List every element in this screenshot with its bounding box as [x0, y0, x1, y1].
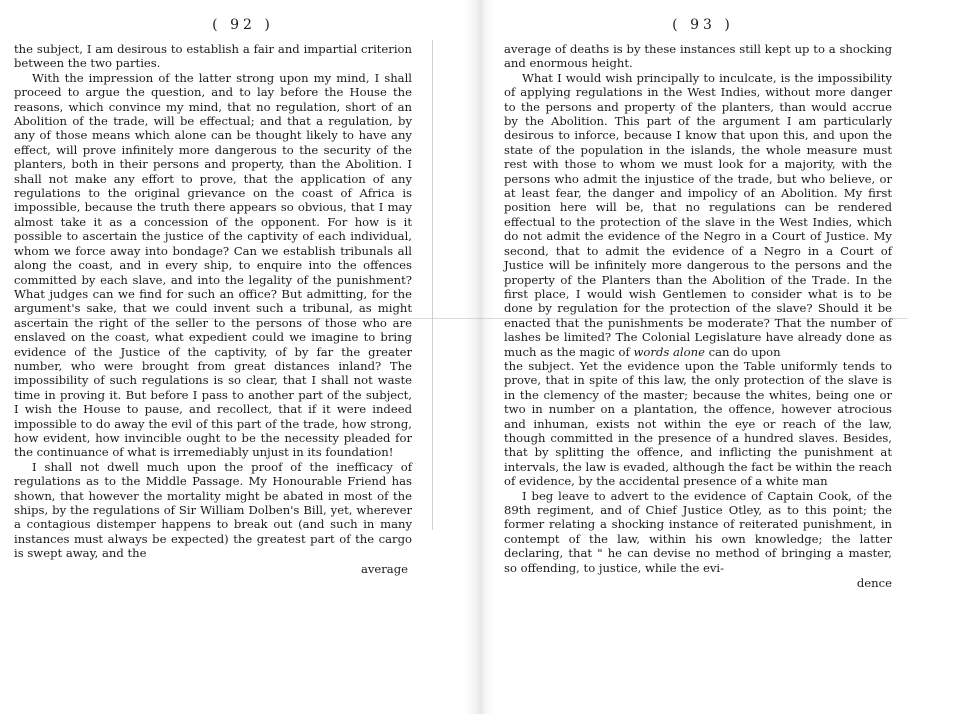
book-gutter: [464, 0, 494, 714]
italic-tail: can do upon: [704, 344, 781, 359]
left-catchword: average: [360, 561, 408, 576]
right-catchword: dence: [856, 576, 892, 591]
left-page-number: ( 92 ): [212, 17, 274, 33]
left-paragraph-3: I shall not dwell much upon the proof of the inefficacy of regulations as to the Middle Passage. My Honourable Friend has shown, that however the mortality might be abated in most of the ships, by the regulations of Sir William Dolben's Bill, yet, wherever a contagious distemper happens to break out (and such in many instances must always be expected) the greatest part of the cargo is swept away, and the: [14, 459, 412, 561]
page-edge: [432, 40, 433, 530]
right-paragraph-2-text: What I would wish principally to inculcate, is the impossibility of applying regulations in the West Indies, without more danger to the persons and property of the planters, than would accrue by the Abolition. This part of the argument I am particularly desirous to inforce, because I know that upon this, and upon the state of the population in the islands, the whole measure must rest with those to whom we must look for a majority, with the persons who admit the injustice of the trade, but who believe, or at least fear, the danger and impolicy of an Abolition. My first position here will be, that no regulations can be rendered effectual to the protection of the slave in the West Indies, which do not admit the evidence of the Negro in a Court of Justice. My second, that to admit the evidence of a Negro in a Court of Justice will be infinitely more dangerous to the persons and the property of the Planters than the Abolition of the Trade. In the first place, I would wish Gentlemen to consider what is to be done by regulation for the protection of the slave? Should it be enacted that the punishments be moderate? That the number of lashes be limited? The Colonial Legislature have already done as much as the magic of: [504, 70, 892, 359]
left-paragraph-1: the subject, I am desirous to establish a fair and impartial criterion between the two parties.: [14, 42, 412, 71]
right-paragraph-4: I beg leave to advert to the evidence of Captain Cook, of the 89th regiment, and of Chief Justice Otley, as to this point; the former relating a shocking instance of reiterated punishment, in contempt of the law, within his own knowledge; the latter declaring, that " he can devise no method of bringing a master, so offending, to justice, while the evi-: [504, 488, 892, 575]
left-page: [14, 18, 412, 576]
right-paragraph-3: the subject. Yet the evidence upon the Table uniformly tends to prove, that in spite of this law, the only protection of the slave is in the clemency of the master; because the whites, being one or two in number on a plantation, the offence, however atrocious and inhuman, exists not within the eye or reach of the law, though committed in the presence of a hundred slaves. Besides, that by splitting the offence, and inflicting the punishment at intervals, the law is evaded, although the fact be within the reach of evidence, by the accidental presence of a white man: [504, 358, 892, 489]
right-paragraph-1: average of deaths is by these instances still kept up to a shocking and enormous height.: [504, 42, 892, 71]
right-page: [504, 18, 892, 590]
right-paragraph-2: [504, 71, 892, 359]
left-paragraph-2: With the impression of the latter strong upon my mind, I shall proceed to argue the question, and to lay before the House the reasons, which convince my mind, that no regulation, short of an Abolition of the trade, will be effectual; and that a regulation, by any of those means which alone can be thought likely to have any effect, will prove infinitely more dangerous to the security of the planters, both in their persons and property, than the Abolition. I shall not make any effort to prove, that the application of any regulations to the original grievance on the coast of Africa is impossible, because the truth there appears so obvious, that I may almost take it as a concession of the opponent. For how is it possible to ascertain the justice of the captivity of each individual, whom we force away into bondage? Can we establish tribunals all along the coast, and in every ship, to enquire into the offences committed by each slave, and into the legality of the punishment? What judges can we find for such an office? But admitting, for the argument's sake, that we could invent such a tribunal, as might ascertain the right of the seller to the persons of those who are enslaved on the coast, what expedient could we imagine to bring evidence of the Justice of the captivity, of by far the greater number, who were brought from great distances inland? The impossibility of such regulations is so clear, that I shall not waste time in proving it. But before I pass to another part of the subject, I wish the House to pause, and recollect, that if it were indeed impossible to do away the evil of this part of the trade, how strong, how evident, how invincible ought to be the necessity pleaded for the continuance of what is irremediably unjust in its foundation!: [14, 70, 412, 460]
italic-phrase: words alone: [633, 344, 705, 359]
right-page-number: ( 93 ): [672, 17, 734, 33]
